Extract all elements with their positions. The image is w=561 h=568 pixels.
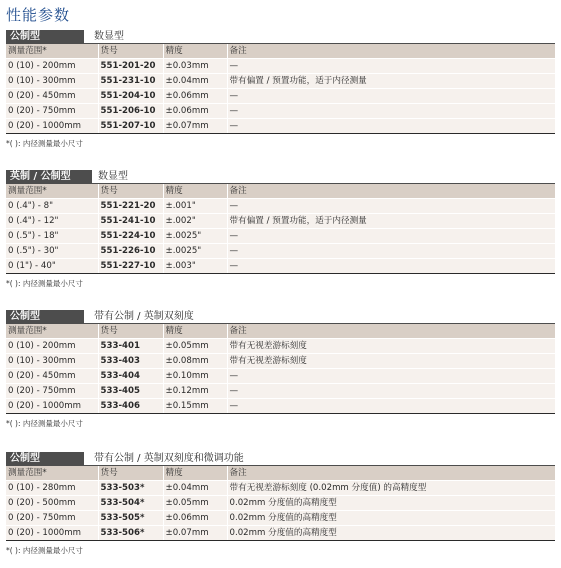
cell-range: 0 (.5") - 30" (6, 244, 98, 259)
cell-note: — (227, 259, 555, 274)
cell-note: — (227, 244, 555, 259)
header-note: 备注 (227, 324, 555, 339)
cell-code: 533-405 (98, 384, 163, 399)
cell-accuracy: ±.002" (163, 214, 227, 229)
cell-accuracy: ±0.05mm (163, 339, 227, 354)
cell-code: 551-221-20 (98, 199, 163, 214)
table-row (6, 119, 555, 134)
cell-accuracy: ±0.08mm (163, 354, 227, 369)
cell-range: 0 (20) - 1000mm (6, 526, 98, 541)
section-description: 数显型 (98, 171, 128, 182)
table-row (6, 399, 555, 414)
section-tag: 公制型 (6, 452, 84, 465)
cell-accuracy: ±0.15mm (163, 399, 227, 414)
cell-code: 533-503* (98, 481, 163, 496)
cell-note: — (227, 399, 555, 414)
cell-code: 551-241-10 (98, 214, 163, 229)
table-row (6, 354, 555, 369)
header-code: 货号 (98, 44, 163, 59)
cell-accuracy: ±0.06mm (163, 104, 227, 119)
section-rule (6, 323, 555, 324)
table-row (6, 74, 555, 89)
section-header (6, 30, 555, 44)
cell-range: 0 (20) - 1000mm (6, 119, 98, 134)
section-rule (6, 43, 555, 44)
cell-code: 533-506* (98, 526, 163, 541)
footnote: *( ): 内径测量最小尺寸 (6, 139, 83, 148)
spec-table (6, 184, 555, 274)
cell-range: 0 (.4") - 8" (6, 199, 98, 214)
table-header-row (6, 44, 555, 59)
section-description: 带有公制 / 英制双刻度和微调功能 (94, 453, 244, 464)
cell-note: 带有偏置 / 预置功能，适于内径测量 (227, 74, 555, 89)
cell-note: — (227, 104, 555, 119)
cell-range: 0 (.4") - 12" (6, 214, 98, 229)
cell-note: 0.02mm 分度值的高精度型 (227, 526, 555, 541)
header-range: 测量范围* (6, 184, 98, 199)
cell-range: 0 (10) - 280mm (6, 481, 98, 496)
footnote: *( ): 内径测量最小尺寸 (6, 279, 83, 288)
cell-code: 551-231-10 (98, 74, 163, 89)
cell-code: 533-504* (98, 496, 163, 511)
section-rule (6, 183, 555, 184)
cell-range: 0 (.5") - 18" (6, 229, 98, 244)
cell-accuracy: ±0.04mm (163, 481, 227, 496)
cell-note: 0.02mm 分度值的高精度型 (227, 511, 555, 526)
section-description: 数显型 (94, 31, 124, 42)
cell-range: 0 (10) - 200mm (6, 59, 98, 74)
section-header (6, 310, 555, 324)
table-row (6, 89, 555, 104)
table-header-row (6, 466, 555, 481)
cell-code: 551-224-10 (98, 229, 163, 244)
cell-range: 0 (20) - 450mm (6, 369, 98, 384)
section-metric-digital (6, 30, 555, 149)
table-row (6, 214, 555, 229)
cell-note: 带有无视差游标刻度 (227, 339, 555, 354)
cell-accuracy: ±.003" (163, 259, 227, 274)
cell-code: 533-401 (98, 339, 163, 354)
cell-note: 0.02mm 分度值的高精度型 (227, 496, 555, 511)
cell-range: 0 (20) - 750mm (6, 384, 98, 399)
cell-note: — (227, 229, 555, 244)
section-header (6, 170, 555, 184)
section-metric-fine-adjust (6, 452, 555, 556)
cell-note: — (227, 89, 555, 104)
cell-code: 551-207-10 (98, 119, 163, 134)
table-row (6, 339, 555, 354)
table-row (6, 384, 555, 399)
section-tag: 公制型 (6, 30, 84, 43)
cell-code: 533-505* (98, 511, 163, 526)
cell-accuracy: ±0.07mm (163, 526, 227, 541)
table-row (6, 496, 555, 511)
cell-code: 551-201-20 (98, 59, 163, 74)
section-description: 带有公制 / 英制双刻度 (94, 311, 194, 322)
cell-accuracy: ±0.06mm (163, 511, 227, 526)
table-header-row (6, 324, 555, 339)
cell-range: 0 (10) - 300mm (6, 74, 98, 89)
header-accuracy: 精度 (163, 324, 227, 339)
cell-accuracy: ±0.04mm (163, 74, 227, 89)
cell-accuracy: ±.0025" (163, 229, 227, 244)
cell-note: 带有无视差游标刻度 (0.02mm 分度值) 的高精度型 (227, 481, 555, 496)
cell-note: — (227, 59, 555, 74)
page-title: 性能参数 (6, 6, 71, 24)
section-tag: 英制 / 公制型 (6, 170, 92, 183)
section-rule (6, 465, 555, 466)
header-range: 测量范围* (6, 324, 98, 339)
cell-accuracy: ±.001" (163, 199, 227, 214)
cell-range: 0 (20) - 750mm (6, 104, 98, 119)
table-row (6, 511, 555, 526)
cell-accuracy: ±0.12mm (163, 384, 227, 399)
table-row (6, 369, 555, 384)
section-inch-metric-digital (6, 170, 555, 289)
section-metric-dual-scale (6, 310, 555, 429)
header-code: 货号 (98, 184, 163, 199)
cell-code: 551-227-10 (98, 259, 163, 274)
table-row (6, 259, 555, 274)
table-row (6, 229, 555, 244)
cell-range: 0 (20) - 750mm (6, 511, 98, 526)
footnote: *( ): 内径测量最小尺寸 (6, 419, 83, 428)
header-note: 备注 (227, 44, 555, 59)
header-code: 货号 (98, 466, 163, 481)
header-note: 备注 (227, 466, 555, 481)
cell-note: — (227, 199, 555, 214)
table-row (6, 526, 555, 541)
header-code: 货号 (98, 324, 163, 339)
spec-table (6, 466, 555, 541)
cell-accuracy: ±0.03mm (163, 59, 227, 74)
cell-accuracy: ±0.05mm (163, 496, 227, 511)
spec-table (6, 324, 555, 414)
cell-range: 0 (20) - 450mm (6, 89, 98, 104)
header-range: 测量范围* (6, 44, 98, 59)
header-accuracy: 精度 (163, 44, 227, 59)
section-tag: 公制型 (6, 310, 84, 323)
footnote: *( ): 内径测量最小尺寸 (6, 546, 83, 555)
cell-accuracy: ±.0025" (163, 244, 227, 259)
header-note: 备注 (227, 184, 555, 199)
cell-code: 533-404 (98, 369, 163, 384)
table-row (6, 59, 555, 74)
cell-accuracy: ±0.10mm (163, 369, 227, 384)
section-header (6, 452, 555, 466)
header-accuracy: 精度 (163, 184, 227, 199)
cell-accuracy: ±0.06mm (163, 89, 227, 104)
cell-code: 551-206-10 (98, 104, 163, 119)
cell-code: 551-204-10 (98, 89, 163, 104)
header-accuracy: 精度 (163, 466, 227, 481)
cell-code: 551-226-10 (98, 244, 163, 259)
table-row (6, 104, 555, 119)
cell-range: 0 (20) - 500mm (6, 496, 98, 511)
cell-range: 0 (20) - 1000mm (6, 399, 98, 414)
table-row (6, 199, 555, 214)
cell-range: 0 (10) - 300mm (6, 354, 98, 369)
cell-accuracy: ±0.07mm (163, 119, 227, 134)
cell-note: 带有无视差游标刻度 (227, 354, 555, 369)
cell-note: — (227, 119, 555, 134)
table-row (6, 481, 555, 496)
cell-note: — (227, 384, 555, 399)
header-range: 测量范围* (6, 466, 98, 481)
cell-note: — (227, 369, 555, 384)
cell-code: 533-406 (98, 399, 163, 414)
table-header-row (6, 184, 555, 199)
spec-table (6, 44, 555, 134)
cell-code: 533-403 (98, 354, 163, 369)
cell-note: 带有偏置 / 预置功能，适于内径测量 (227, 214, 555, 229)
cell-range: 0 (1") - 40" (6, 259, 98, 274)
table-row (6, 244, 555, 259)
cell-range: 0 (10) - 200mm (6, 339, 98, 354)
